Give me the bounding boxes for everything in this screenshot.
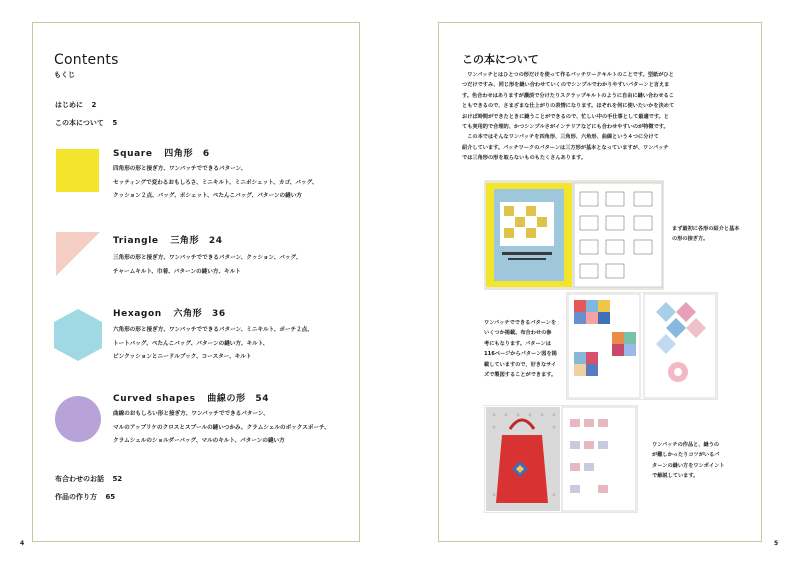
- caption-line: の形の接ぎ方。: [672, 236, 709, 243]
- left-page-number: 4: [20, 540, 25, 547]
- desc-line: クッション２点、バッグ、ポシェット、ぺたんこバッグ、パターンの縫い方: [113, 193, 302, 199]
- caption-line: が難しかったりコツがいるパ: [652, 452, 720, 459]
- body-line: おけば時間ができたときに縫うことができるので、忙しい中の手仕事として最適です。と: [462, 113, 669, 120]
- section-title-en: Triangle: [113, 236, 159, 246]
- triangle-shape-icon: [56, 232, 100, 276]
- toc-item-about[interactable]: [55, 118, 117, 128]
- section-title-triangle[interactable]: [113, 233, 223, 246]
- caption-1: [672, 224, 739, 245]
- circle-shape-icon: [55, 396, 101, 442]
- pattern-spread-photo: [566, 292, 718, 400]
- caption-line: いくつか掲載。布合わせの参: [484, 330, 552, 337]
- toc-item-label: この本について: [55, 119, 104, 127]
- desc-line: 六角形の形と接ぎ方、ワンパッチでできるパターン、ミニキルト、ポーチ２点、: [113, 327, 313, 333]
- toc-item-page: 2: [91, 101, 97, 109]
- right-page-number: 5: [774, 540, 779, 547]
- caption-line: まず最初に各形の紹介と基本: [672, 226, 740, 232]
- caption-3: [652, 440, 725, 482]
- toc-item-page: 52: [112, 475, 123, 483]
- section-desc-square: [113, 163, 318, 204]
- section-title-en: Square: [113, 149, 153, 159]
- desc-line: マルのアップリケのクロスとスプールの縫いつかみ、クラムシェルのボックスポーチ、: [113, 424, 330, 431]
- caption-line: ワンパッチの作品と、縫うの: [652, 442, 720, 448]
- caption-line: で解説しています。: [652, 473, 699, 480]
- desc-line: セッティングで変わるおもしろさ、ミニキルト、ミニポシェット、カゴ、バッグ、: [113, 179, 318, 186]
- section-desc-triangle: [113, 252, 301, 279]
- section-page: 54: [255, 394, 270, 404]
- desc-line: 三角形の形と接ぎ方、ワンパッチでできるパターン、クッション、バッグ、: [113, 255, 302, 261]
- section-desc-curved: [113, 408, 330, 449]
- section-title-en: Hexagon: [113, 309, 162, 319]
- toc-item-label: 布合わせのお話: [55, 475, 104, 483]
- toc-item-intro[interactable]: [55, 100, 96, 110]
- desc-line: トートバッグ、ぺたんこバッグ、パターンの縫い方、キルト、: [113, 340, 269, 347]
- body-line: 紹介しています。パッチワークのパターンは三方形が基本となっていますが、ワンパッチ: [462, 144, 669, 151]
- red-bag-spread-photo: [484, 405, 638, 513]
- about-title: この本について: [462, 53, 539, 66]
- body-line: ても実用的で合理的、かつシンプルさがインテリアなどにも合わせやすいのが特徴です。: [462, 124, 669, 131]
- body-line: ともできるので、さまざまな仕上がりの表情になります。ほぞれを何に使いたいかを決めて: [462, 103, 675, 110]
- toc-item-label: はじめに: [55, 101, 83, 109]
- body-line: つだけですみ、同じ形を縫い合わせていくのでシンプルでわかりやすいパターンと言えま: [462, 82, 670, 89]
- caption-line: ズで製図することができます。: [484, 372, 557, 379]
- caption-line: 考にもなります。パターンは: [484, 340, 551, 347]
- section-title-ja: 四角形: [164, 149, 194, 159]
- caption-line: 116ページからパターン図を掲: [484, 351, 557, 358]
- section-title-en: Curved shapes: [113, 394, 196, 404]
- toc-item-howto[interactable]: [55, 492, 115, 502]
- caption-line: 載していますので、好きなサイ: [484, 361, 557, 368]
- caption-line: ターンの縫い方をワンポイント: [652, 462, 725, 469]
- body-line: この本ではそんなワンパッチを四角形、三角形、六角形、曲線という４つに分けて: [462, 134, 659, 141]
- toc-item-fabric[interactable]: [55, 474, 122, 484]
- about-body: [462, 70, 762, 164]
- square-shape-icon: [56, 149, 99, 192]
- caption-2: [484, 318, 557, 380]
- hexagon-shape-icon: [54, 309, 102, 361]
- desc-line: チャームキルト、巾着、パターンの縫い方、キルト: [113, 268, 241, 275]
- toc-item-page: 5: [112, 119, 118, 127]
- book-spread-photo: [484, 180, 664, 290]
- section-title-square[interactable]: [113, 146, 210, 159]
- desc-line: ピンクッションとニードルブック、コースター、キルト: [113, 354, 252, 360]
- section-title-ja: 曲線の形: [207, 394, 246, 404]
- section-page: 24: [208, 236, 223, 246]
- body-line: ワンパッチとはひとつの形だけを使って作るパッチワークキルトのことです。型紙がひと: [462, 72, 674, 78]
- desc-line: 曲線のおもしろい形と接ぎ方、ワンパッチでできるパターン、: [113, 411, 269, 417]
- section-title-ja: 三角形: [170, 236, 200, 246]
- contents-subtitle: もくじ: [54, 71, 75, 79]
- section-title-curved[interactable]: [113, 391, 269, 404]
- body-line: では三角形の形を取らないものもたくさんあります。: [462, 155, 587, 162]
- toc-item-page: 65: [105, 493, 116, 501]
- caption-line: ワンパッチでできるパターンを: [484, 320, 557, 326]
- contents-title: Contents: [54, 52, 119, 68]
- section-page: 6: [202, 149, 210, 159]
- body-line: す。色合わせはありますが濃淡で分けたりスクラップキルトのように自由に縫い合わせるこ: [462, 92, 674, 99]
- desc-line: クラムシェルのショルダーバッグ、マルのキルト、パターンの縫い方: [113, 438, 285, 444]
- section-title-ja: 六角形: [173, 309, 203, 319]
- toc-item-label: 作品の作り方: [55, 493, 97, 501]
- section-page: 36: [212, 309, 226, 319]
- desc-line: 四角形の形と接ぎ方、ワンパッチでできるパターン、: [113, 166, 247, 172]
- section-title-hexagon[interactable]: [113, 306, 226, 319]
- section-desc-hexagon: [113, 324, 313, 365]
